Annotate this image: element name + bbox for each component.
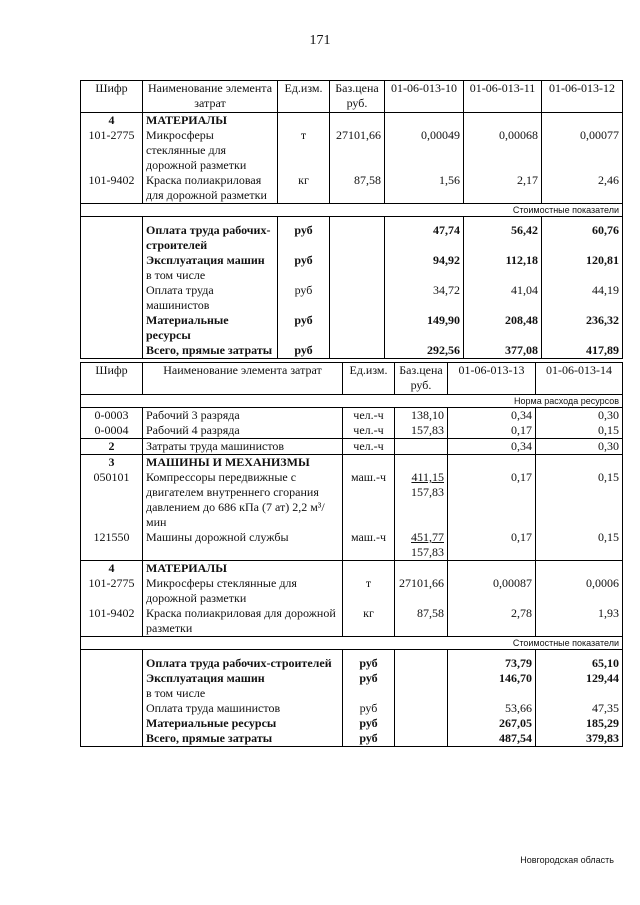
section-number: 3 bbox=[81, 455, 143, 471]
cost-section-label-row bbox=[81, 204, 623, 217]
row-name: Рабочий 4 разряда bbox=[143, 423, 343, 439]
cost-unit: руб bbox=[343, 701, 395, 716]
cost-row bbox=[81, 223, 623, 253]
row-code: 101-9402 bbox=[81, 173, 143, 204]
header-col-1: 01-06-013-13 bbox=[448, 363, 536, 395]
row-value-1: 0,17 bbox=[448, 423, 536, 439]
row-value-2: 0,00068 bbox=[464, 128, 542, 173]
cost-value-1: 149,90 bbox=[385, 313, 464, 343]
cost-section-label: Стоимостные показатели bbox=[81, 204, 623, 217]
cost-section-label: Стоимостные показатели bbox=[81, 637, 623, 650]
row-value-1: 0,34 bbox=[448, 408, 536, 424]
cost-value-2: 129,44 bbox=[536, 671, 623, 686]
row-name: Краска полиакриловая для дорожной разметки bbox=[143, 173, 278, 204]
cost-value-1: 73,79 bbox=[448, 656, 536, 671]
table-row bbox=[81, 128, 623, 173]
cost-unit: руб bbox=[343, 716, 395, 731]
cost-value-2: 47,35 bbox=[536, 701, 623, 716]
row-value-1: 0,00087 bbox=[448, 576, 536, 606]
cost-unit: руб bbox=[278, 283, 330, 313]
row-price-secondary: 157,83 bbox=[411, 545, 444, 559]
cost-name: Эксплуатация машин bbox=[143, 253, 278, 268]
row-value-2: 2,17 bbox=[464, 173, 542, 204]
header-price: Баз.цена руб. bbox=[330, 81, 385, 113]
cost-unit: руб bbox=[278, 343, 330, 359]
row-unit: кг bbox=[278, 173, 330, 204]
cost-value-2: 208,48 bbox=[464, 313, 542, 343]
section-row bbox=[81, 455, 623, 471]
cost-value-3: 60,76 bbox=[542, 223, 623, 253]
table-row bbox=[81, 408, 623, 424]
norm-section-label: Норма расхода ресурсов bbox=[81, 395, 623, 408]
row-value-2: 1,93 bbox=[536, 606, 623, 637]
machinists-row bbox=[81, 439, 623, 455]
row-price: 451,77 bbox=[411, 530, 444, 544]
row-value-1: 0,00049 bbox=[385, 128, 464, 173]
table-row bbox=[81, 423, 623, 439]
row-code: 101-2775 bbox=[81, 128, 143, 173]
row-unit: т bbox=[343, 576, 395, 606]
table-header bbox=[81, 81, 623, 113]
table-row bbox=[81, 606, 623, 637]
cost-row bbox=[81, 656, 623, 671]
cost-value-3: 236,32 bbox=[542, 313, 623, 343]
row-code: 0-0003 bbox=[81, 408, 143, 424]
cost-unit: руб bbox=[343, 671, 395, 686]
header-code: Шифр bbox=[81, 363, 143, 395]
norm-section-label-row bbox=[81, 395, 623, 408]
row-value-2: 0,0006 bbox=[536, 576, 623, 606]
cost-row bbox=[81, 671, 623, 686]
cost-row bbox=[81, 716, 623, 731]
cost-section-label-row bbox=[81, 637, 623, 650]
row-value-1: 0,17 bbox=[448, 470, 536, 530]
row-name: Затраты труда машинистов bbox=[143, 439, 343, 455]
header-col-2: 01-06-013-14 bbox=[536, 363, 623, 395]
row-code: 101-2775 bbox=[81, 576, 143, 606]
cost-unit: руб bbox=[278, 313, 330, 343]
row-price: 411,15 bbox=[411, 470, 444, 484]
row-code: 121550 bbox=[81, 530, 143, 561]
resource-table-1 bbox=[80, 80, 623, 359]
row-price: 157,83 bbox=[395, 423, 448, 439]
cost-row bbox=[81, 283, 623, 313]
row-code: 050101 bbox=[81, 470, 143, 530]
section-title: МАТЕРИАЛЫ bbox=[143, 561, 343, 577]
page-number: 171 bbox=[309, 33, 331, 48]
row-price: 87,58 bbox=[395, 606, 448, 637]
row-value-2: 0,15 bbox=[536, 423, 623, 439]
section-title: МАТЕРИАЛЫ bbox=[143, 113, 278, 129]
cost-value-2: 112,18 bbox=[464, 253, 542, 268]
cost-value-1: 292,56 bbox=[385, 343, 464, 359]
cost-value-2: 56,42 bbox=[464, 223, 542, 253]
row-name: Компрессоры передвижные с двигателем внутреннего сгорания давлением до 686 кПа (7 ат) 2,2 м³/мин bbox=[143, 470, 343, 530]
row-unit: чел.-ч bbox=[343, 439, 395, 455]
footer-region: Новгородская область bbox=[520, 855, 614, 865]
row-name: Краска полиакриловая для дорожной разметки bbox=[143, 606, 343, 637]
header-code: Шифр bbox=[81, 81, 143, 113]
cost-name: Всего, прямые затраты bbox=[143, 731, 343, 747]
cost-value-2: 379,83 bbox=[536, 731, 623, 747]
row-price: 27101,66 bbox=[330, 128, 385, 173]
cost-name: Оплата труда рабочих-строителей bbox=[143, 656, 343, 671]
cost-name: в том числе bbox=[143, 686, 343, 701]
cost-name: Оплата труда рабочих-строителей bbox=[143, 223, 278, 253]
cost-value-3: 417,89 bbox=[542, 343, 623, 359]
header-col-1: 01-06-013-10 bbox=[385, 81, 464, 113]
cost-value-2: 41,04 bbox=[464, 283, 542, 313]
cost-value-2: 65,10 bbox=[536, 656, 623, 671]
row-value-1: 0,34 bbox=[448, 439, 536, 455]
cost-name: Материальные ресурсы bbox=[143, 716, 343, 731]
row-unit: чел.-ч bbox=[343, 408, 395, 424]
header-name: Наименование элемента затрат bbox=[143, 363, 343, 395]
cost-value-1: 267,05 bbox=[448, 716, 536, 731]
section-row bbox=[81, 113, 623, 129]
cost-value-2: 185,29 bbox=[536, 716, 623, 731]
row-code: 2 bbox=[81, 439, 143, 455]
row-name: Рабочий 3 разряда bbox=[143, 408, 343, 424]
row-price: 138,10 bbox=[395, 408, 448, 424]
row-value-1: 1,56 bbox=[385, 173, 464, 204]
cost-unit: руб bbox=[343, 656, 395, 671]
cost-value-1: 34,72 bbox=[385, 283, 464, 313]
row-unit: кг bbox=[343, 606, 395, 637]
row-name: Машины дорожной службы bbox=[143, 530, 343, 561]
cost-name: Материальные ресурсы bbox=[143, 313, 278, 343]
header-price: Баз.цена руб. bbox=[395, 363, 448, 395]
cost-unit: руб bbox=[343, 731, 395, 747]
cost-unit: руб bbox=[278, 223, 330, 253]
cost-row bbox=[81, 686, 623, 701]
cost-value-3: 120,81 bbox=[542, 253, 623, 268]
cost-value-3: 44,19 bbox=[542, 283, 623, 313]
table-row bbox=[81, 173, 623, 204]
section-title: МАШИНЫ И МЕХАНИЗМЫ bbox=[143, 455, 343, 471]
row-value-1: 0,17 bbox=[448, 530, 536, 561]
cost-value-1: 94,92 bbox=[385, 253, 464, 268]
cost-value-1: 47,74 bbox=[385, 223, 464, 253]
header-col-2: 01-06-013-11 bbox=[464, 81, 542, 113]
row-code: 101-9402 bbox=[81, 606, 143, 637]
row-value-2: 0,30 bbox=[536, 408, 623, 424]
row-name: Микросферы стеклянные для дорожной разметки bbox=[143, 576, 343, 606]
header-name: Наименование элемента затрат bbox=[143, 81, 278, 113]
cost-value-1: 487,54 bbox=[448, 731, 536, 747]
cost-name: Оплата труда машинистов bbox=[143, 701, 343, 716]
row-unit: маш.-ч bbox=[343, 530, 395, 561]
cost-value-1: 53,66 bbox=[448, 701, 536, 716]
row-unit: чел.-ч bbox=[343, 423, 395, 439]
row-value-1: 2,78 bbox=[448, 606, 536, 637]
cost-name: Всего, прямые затраты bbox=[143, 343, 278, 359]
cost-name: Оплата труда машинистов bbox=[143, 283, 278, 313]
row-value-3: 2,46 bbox=[542, 173, 623, 204]
row-value-2: 0,15 bbox=[536, 530, 623, 561]
cost-row bbox=[81, 253, 623, 268]
resource-table-2 bbox=[80, 362, 623, 747]
cost-row bbox=[81, 731, 623, 747]
row-unit: маш.-ч bbox=[343, 470, 395, 530]
row-price-secondary: 157,83 bbox=[411, 485, 444, 499]
header-unit: Ед.изм. bbox=[343, 363, 395, 395]
cost-unit: руб bbox=[278, 253, 330, 268]
header-unit: Ед.изм. bbox=[278, 81, 330, 113]
section-row bbox=[81, 561, 623, 577]
row-price: 87,58 bbox=[330, 173, 385, 204]
cost-value-1: 146,70 bbox=[448, 671, 536, 686]
cost-name: в том числе bbox=[143, 268, 278, 283]
row-name: Микросферы стеклянные для дорожной разметки bbox=[143, 128, 278, 173]
section-number: 4 bbox=[81, 113, 143, 129]
header-col-3: 01-06-013-12 bbox=[542, 81, 623, 113]
cost-row bbox=[81, 313, 623, 343]
table-header bbox=[81, 363, 623, 395]
table-row bbox=[81, 470, 623, 530]
row-value-2: 0,30 bbox=[536, 439, 623, 455]
row-price: 27101,66 bbox=[395, 576, 448, 606]
cost-row bbox=[81, 343, 623, 359]
cost-name: Эксплуатация машин bbox=[143, 671, 343, 686]
row-value-3: 0,00077 bbox=[542, 128, 623, 173]
table-row bbox=[81, 576, 623, 606]
cost-row bbox=[81, 701, 623, 716]
row-value-2: 0,15 bbox=[536, 470, 623, 530]
cost-row bbox=[81, 268, 623, 283]
row-unit: т bbox=[278, 128, 330, 173]
section-number: 4 bbox=[81, 561, 143, 577]
table-row bbox=[81, 530, 623, 561]
cost-value-2: 377,08 bbox=[464, 343, 542, 359]
row-code: 0-0004 bbox=[81, 423, 143, 439]
